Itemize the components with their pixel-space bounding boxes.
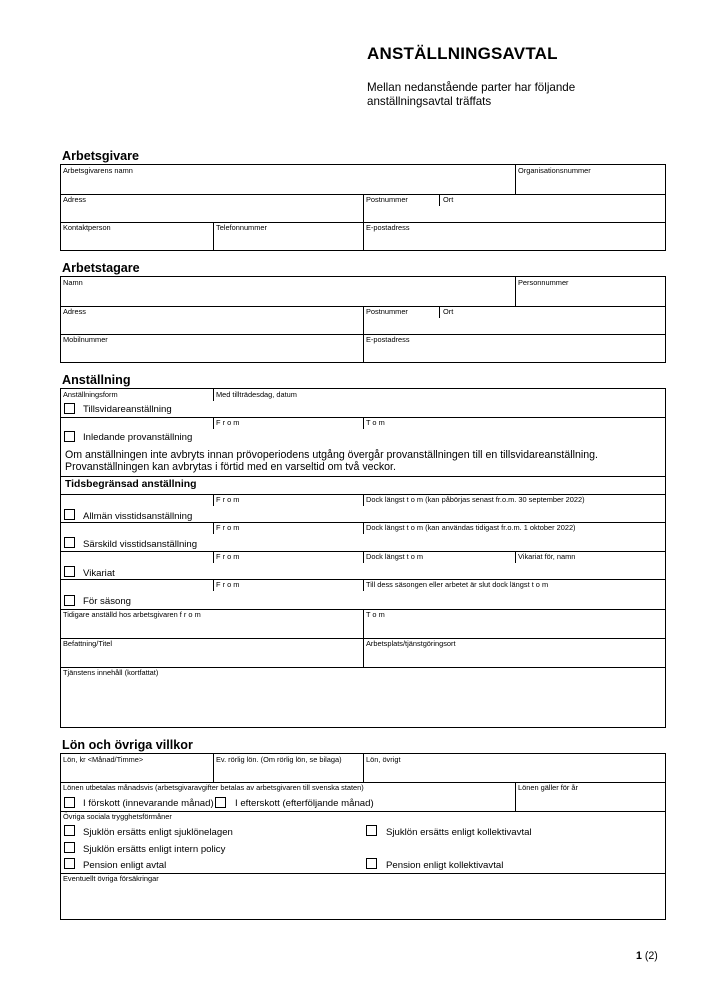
pension-collective-label: Pension enligt kollektivavtal <box>386 860 504 871</box>
pension-agreement-checkbox[interactable] <box>64 858 75 869</box>
salary-year-field[interactable]: Lönen gäller för år <box>518 783 578 792</box>
page-current: 1 <box>636 950 642 962</box>
employee-email-field[interactable]: E-postadress <box>366 335 410 344</box>
substitute-for-field[interactable]: Vikariat för, namn <box>518 552 576 561</box>
probation-label: Inledande provanställning <box>83 432 193 443</box>
workplace-field[interactable]: Arbetsplats/tjänstgöringsort <box>366 639 456 648</box>
document-title: ANSTÄLLNINGSAVTAL <box>367 44 558 63</box>
employer-org-number-field[interactable]: Organisationsnummer <box>518 166 591 175</box>
employer-box <box>60 164 666 251</box>
employee-pnr-field[interactable]: Personnummer <box>518 278 569 287</box>
duties-field[interactable]: Tjänstens innehåll (kortfattat) <box>63 668 159 677</box>
page-number <box>636 950 658 962</box>
permanent-label: Tillsvidareanställning <box>83 404 172 415</box>
employee-box <box>60 276 666 363</box>
sick-pay-law-label: Sjuklön ersätts enligt sjuklönelagen <box>83 827 233 838</box>
sick-pay-collective-checkbox[interactable] <box>366 825 377 836</box>
substitute-latest-field[interactable]: Dock längst t o m <box>366 552 424 561</box>
employee-address-field[interactable]: Adress <box>63 307 87 316</box>
substitute-checkbox[interactable] <box>64 566 75 577</box>
employer-name-field[interactable]: Arbetsgivarens namn <box>63 166 133 175</box>
probation-from-field[interactable]: F r o m <box>216 418 240 427</box>
pension-collective-checkbox[interactable] <box>366 858 377 869</box>
substitute-from-field[interactable]: F r o m <box>216 552 240 561</box>
special-fixed-checkbox[interactable] <box>64 537 75 548</box>
other-salary-field[interactable]: Lön, övrigt <box>366 755 401 764</box>
probation-note-2: Provanställningen kan avbrytas i förtid med en varseltid om två veckor. <box>65 461 396 473</box>
salary-heading: Lön och övriga villkor <box>62 738 193 752</box>
previous-employment-from-field[interactable]: Tidigare anställd hos arbetsgivaren f r o m <box>63 610 201 619</box>
employee-city-field[interactable]: Ort <box>443 307 454 316</box>
employer-contact-field[interactable]: Kontaktperson <box>63 223 111 232</box>
probation-to-field[interactable]: T o m <box>366 418 385 427</box>
document-subtitle: Mellan nedanstående parter har följande anställningsavtal träffats <box>367 81 576 108</box>
employee-heading: Arbetstagare <box>62 261 140 275</box>
insurance-field[interactable]: Eventuellt övriga försäkringar <box>63 874 159 883</box>
substitute-label: Vikariat <box>83 568 115 579</box>
employer-city-field[interactable]: Ort <box>443 195 454 204</box>
employer-phone-field[interactable]: Telefonnummer <box>216 223 267 232</box>
employee-postal-field[interactable]: Postnummer <box>366 307 408 316</box>
permanent-checkbox[interactable] <box>64 403 75 414</box>
page-total: (2) <box>644 950 658 962</box>
employee-name-field[interactable]: Namn <box>63 278 83 287</box>
employee-mobile-field[interactable]: Mobilnummer <box>63 335 108 344</box>
pension-agreement-label: Pension enligt avtal <box>83 860 167 871</box>
season-label: För säsong <box>83 596 131 607</box>
previous-employment-to-field[interactable]: T o m <box>366 610 385 619</box>
salary-box <box>60 753 666 920</box>
probation-note-1: Om anställningen inte avbryts innan prövoperiodens utgång övergår provanställningen till en tillsvidareanställning. <box>65 449 598 461</box>
advance-label: I förskott (innevarande månad) <box>83 798 214 809</box>
sick-pay-policy-label: Sjuklön ersätts enligt intern policy <box>83 844 226 855</box>
season-latest-field[interactable]: Till dess säsongen eller arbetet är slut dock längst t o m <box>366 580 549 589</box>
general-from-field[interactable]: F r o m <box>216 495 240 504</box>
arrears-checkbox[interactable] <box>215 797 226 808</box>
employer-address-field[interactable]: Adress <box>63 195 87 204</box>
special-from-field[interactable]: F r o m <box>216 523 240 532</box>
position-title-field[interactable]: Befattning/Titel <box>63 639 113 648</box>
season-checkbox[interactable] <box>64 595 75 606</box>
employer-email-field[interactable]: E-postadress <box>366 223 410 232</box>
employment-box <box>60 388 666 728</box>
sick-pay-collective-label: Sjuklön ersätts enligt kollektivavtal <box>386 827 532 838</box>
probation-checkbox[interactable] <box>64 431 75 442</box>
employer-heading: Arbetsgivare <box>62 149 139 163</box>
employer-postal-field[interactable]: Postnummer <box>366 195 408 204</box>
employment-form-label: Anställningsform <box>63 390 118 399</box>
general-fixed-checkbox[interactable] <box>64 509 75 520</box>
start-date-field[interactable]: Med tillträdesdag, datum <box>216 390 297 399</box>
special-latest-field[interactable]: Dock längst t o m (kan användas tidigast fr.o.m. 1 oktober 2022) <box>366 523 576 532</box>
variable-salary-field[interactable]: Ev. rörlig lön. (Om rörlig lön, se bilaga) <box>216 755 342 764</box>
sick-pay-policy-checkbox[interactable] <box>64 842 75 853</box>
advance-checkbox[interactable] <box>64 797 75 808</box>
sick-pay-law-checkbox[interactable] <box>64 825 75 836</box>
benefits-label: Övriga sociala trygghetsförmåner <box>63 812 172 821</box>
salary-amount-field[interactable]: Lön, kr <Månad/Timme> <box>63 755 144 764</box>
general-fixed-label: Allmän visstidsanställning <box>83 511 193 522</box>
general-latest-field[interactable]: Dock längst t o m (kan påbörjas senast fr.o.m. 30 september 2022) <box>366 495 585 504</box>
arrears-label: I efterskott (efterföljande månad) <box>235 798 374 809</box>
season-from-field[interactable]: F r o m <box>216 580 240 589</box>
special-fixed-label: Särskild visstidsanställning <box>83 539 198 550</box>
fixed-term-heading: Tidsbegränsad anställning <box>65 479 197 490</box>
salary-paid-label: Lönen utbetalas månadsvis (arbetsgivaravgifter betalas av arbetsgivaren till svenska staten) <box>63 783 364 792</box>
employment-heading: Anställning <box>62 373 131 387</box>
